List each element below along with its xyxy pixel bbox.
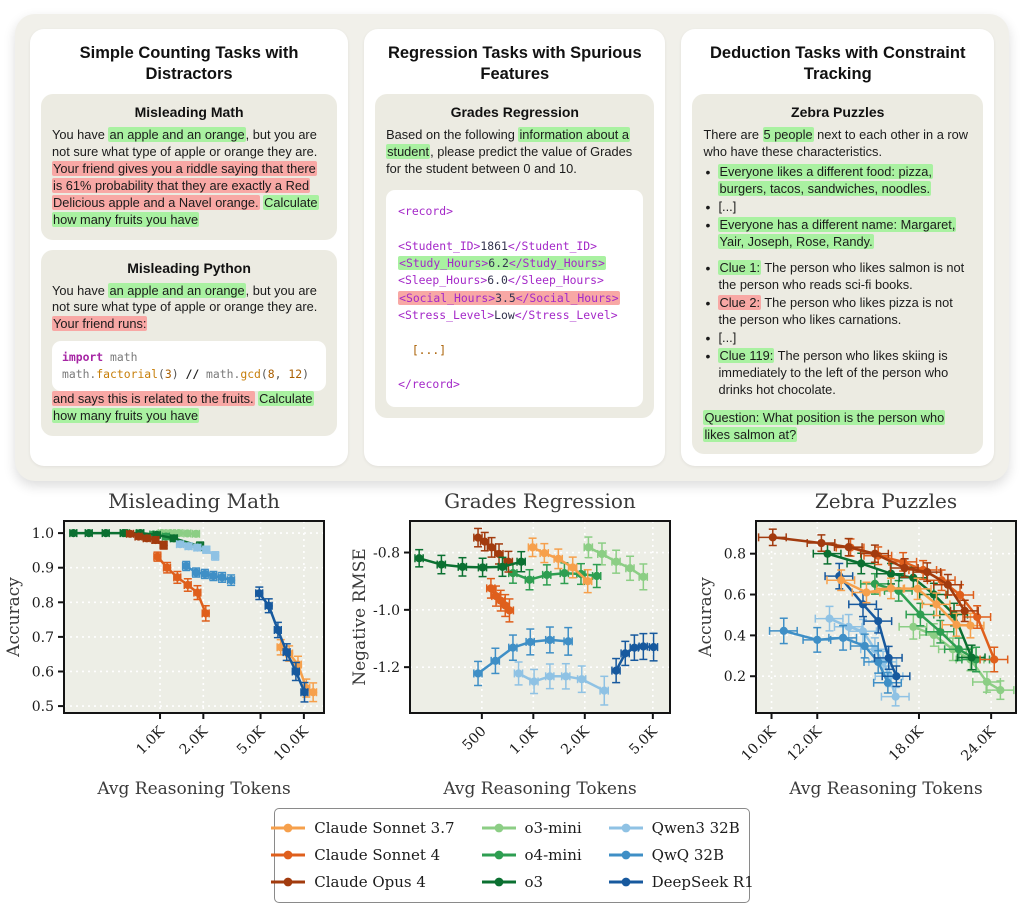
svg-text:10.0K: 10.0K	[270, 723, 312, 765]
chart-misleading-math-svg	[4, 489, 334, 801]
legend-line-marker-icon	[608, 849, 644, 861]
card-deduction-tasks	[681, 29, 994, 466]
text-segment: , please predict the value of Grades for the student between 0 and 10.	[386, 144, 633, 177]
card-regression-tasks	[364, 29, 665, 466]
text-segment: The person who likes skiing is immediately to the left of the person who drinks hot chocolate.	[718, 347, 949, 397]
highlighted-text: 5 people	[763, 127, 813, 143]
charts-row	[0, 489, 1024, 806]
legend-line-marker-icon	[270, 822, 306, 834]
legend-label: o3-mini	[524, 819, 582, 838]
text-segment: [...]	[718, 330, 737, 346]
svg-text:Zebra Puzzles: Zebra Puzzles	[814, 489, 958, 514]
svg-text:Grades Regression: Grades Regression	[444, 489, 636, 514]
zebra-question-text	[703, 410, 972, 444]
legend-label: o3	[524, 873, 544, 892]
svg-text:0.7: 0.7	[31, 630, 54, 647]
svg-text:1.0: 1.0	[31, 526, 54, 543]
svg-text:-1.0: -1.0	[373, 603, 400, 620]
code-line	[398, 359, 631, 376]
card-counting-tasks	[30, 29, 348, 466]
code-line: import math	[62, 350, 138, 365]
text-segment: , but you are not sure what type of apple or orange they are.	[52, 282, 318, 315]
highlighted-text: Everyone has a different name: Margaret, Yair, Joseph, Rose, Randy.	[719, 216, 956, 249]
subcard-title-misleading-python: Misleading Python	[127, 259, 251, 276]
legend-entry-o4mini	[481, 843, 582, 867]
code-line: <Social_Hours>3.5</Social_Hours>	[399, 290, 619, 305]
xml-record-block	[386, 190, 643, 407]
highlighted-text: Everyone likes a different food: pizza, burgers, tacos, sandwiches, noodles.	[719, 164, 932, 196]
svg-text:Negative RMSE: Negative RMSE	[350, 548, 370, 687]
svg-text:0.4: 0.4	[723, 628, 746, 645]
svg-text:1.0K: 1.0K	[133, 723, 168, 759]
code-line: <Student_ID>1861</Student_ID>	[398, 238, 597, 253]
highlighted-text: Clue 2:	[719, 295, 761, 311]
legend-column	[608, 816, 754, 894]
legend-entry-deepseek	[608, 870, 754, 894]
zebra-facts-list	[703, 164, 972, 250]
legend-line-marker-icon	[481, 822, 517, 834]
subcard-misleading-math	[41, 94, 337, 239]
svg-text:Avg Reasoning Tokens: Avg Reasoning Tokens	[789, 779, 983, 800]
legend-line-marker-icon	[270, 849, 306, 861]
code-line: <Stress_Level>Low</Stress_Level>	[398, 307, 618, 322]
svg-text:10.0K: 10.0K	[738, 723, 780, 765]
svg-text:Accuracy: Accuracy	[4, 577, 24, 658]
zebra-clues-list	[703, 260, 972, 398]
legend-line-marker-icon	[608, 822, 644, 834]
highlighted-text: information about a student	[387, 127, 629, 160]
svg-text:18.0K: 18.0K	[886, 723, 927, 765]
svg-text:0.5: 0.5	[31, 699, 54, 716]
misleading-python-text-1	[52, 283, 326, 334]
highlighted-text: an apple and an orange	[109, 127, 245, 143]
highlighted-text: Your friend runs:	[53, 316, 147, 332]
legend-entry-o3mini	[481, 816, 582, 840]
svg-text:12.0K: 12.0K	[784, 723, 826, 765]
text-segment: , but you are not sure what type of apple or orange they are.	[52, 127, 318, 160]
svg-text:5.0K: 5.0K	[626, 723, 661, 759]
text-segment: You have	[52, 282, 109, 298]
svg-text:24.0K: 24.0K	[958, 723, 999, 765]
svg-text:0.6: 0.6	[31, 664, 54, 681]
highlighted-text: an apple and an orange	[109, 282, 245, 298]
legend-line-marker-icon	[608, 876, 644, 888]
legend-label: Qwen3 32B	[651, 819, 740, 838]
highlighted-text: Calculate how many fruits you have	[53, 391, 313, 424]
chart-zebra-puzzles-svg	[696, 489, 1024, 801]
code-line: [...]	[398, 342, 447, 357]
legend-label: DeepSeek R1	[651, 873, 754, 892]
highlighted-text: and says this is related to the fruits.	[53, 391, 254, 407]
legend-label: Claude Sonnet 4	[314, 846, 441, 865]
svg-text:Avg Reasoning Tokens: Avg Reasoning Tokens	[443, 779, 637, 800]
task-cards-panel	[15, 14, 1009, 481]
text-segment: Based on the following	[386, 127, 519, 143]
highlighted-text: Your friend gives you a riddle saying that there is 61% probability that they are exactly a Red Delicious apple and a Navel orange.	[53, 161, 316, 210]
code-line: <Study_Hours>6.2</Study_Hours>	[399, 255, 605, 270]
zebra-intro-text	[703, 127, 972, 161]
code-line: </record>	[398, 377, 460, 392]
svg-text:Accuracy: Accuracy	[696, 577, 716, 658]
list-item	[703, 164, 972, 198]
chart-grades-regression	[350, 489, 680, 806]
chart-grades-regression-svg	[350, 489, 680, 801]
svg-text:-0.8: -0.8	[373, 545, 400, 562]
svg-text:0.8: 0.8	[31, 595, 54, 612]
legend-column	[481, 816, 582, 894]
list-item	[703, 260, 972, 294]
card-title-counting: Simple Counting Tasks with Distractors	[79, 44, 299, 83]
figure-root	[0, 14, 1024, 903]
card-title-deduction: Deduction Tasks with Constraint Tracking	[710, 44, 966, 83]
code-line: <record>	[398, 203, 453, 218]
subcard-misleading-python	[41, 250, 337, 437]
svg-text:5.0K: 5.0K	[233, 723, 269, 759]
highlighted-text: Clue 119:	[719, 347, 774, 363]
legend-entry-opus4	[270, 870, 454, 894]
highlighted-text: Calculate how many fruits you have	[53, 194, 318, 227]
svg-text:2.0K: 2.0K	[558, 723, 593, 759]
code-line	[398, 220, 631, 237]
legend-entry-sonnet4	[270, 843, 454, 867]
svg-text:500: 500	[459, 723, 490, 755]
legend-column	[270, 816, 454, 894]
list-item	[703, 199, 972, 216]
subcard-zebra-puzzles	[692, 94, 983, 454]
legend-line-marker-icon	[481, 849, 517, 861]
code-line: <Sleep_Hours>6.0</Sleep_Hours>	[398, 273, 604, 288]
legend-entry-sonnet37	[270, 816, 454, 840]
text-segment: [...]	[718, 198, 737, 214]
grades-regression-text	[386, 127, 643, 178]
subcard-title-zebra-puzzles: Zebra Puzzles	[791, 104, 885, 121]
svg-text:0.6: 0.6	[723, 587, 746, 604]
misleading-python-text-2	[52, 391, 326, 425]
list-item	[703, 217, 972, 251]
text-segment: next to each other in a row who have these characteristics.	[703, 127, 968, 160]
chart-zebra-puzzles	[696, 489, 1024, 806]
svg-text:2.0K: 2.0K	[176, 723, 212, 759]
text-segment: You have	[52, 127, 109, 143]
svg-text:0.9: 0.9	[31, 561, 54, 578]
legend-label: o4-mini	[524, 846, 582, 865]
text-segment: The person who likes salmon is not the person who reads sci-fi books.	[718, 260, 965, 293]
legend-line-marker-icon	[270, 876, 306, 888]
legend-entry-qwen3	[608, 816, 754, 840]
legend-label: Claude Sonnet 3.7	[314, 819, 455, 838]
chart-legend	[274, 808, 754, 903]
list-item	[703, 295, 972, 329]
list-item	[703, 330, 972, 347]
card-title-regression: Regression Tasks with Spurious Features	[387, 44, 642, 83]
svg-text:Avg Reasoning Tokens: Avg Reasoning Tokens	[97, 779, 291, 800]
code-line	[398, 324, 631, 341]
subcard-grades-regression	[375, 94, 654, 417]
legend-label: QwQ 32B	[651, 846, 724, 865]
svg-text:1.0K: 1.0K	[506, 723, 542, 759]
python-code-block	[52, 341, 326, 391]
legend-label: Claude Opus 4	[314, 873, 426, 892]
subcard-title-grades-regression: Grades Regression	[450, 104, 579, 121]
code-line: math.factorial(3) // math.gcd(8, 12)	[62, 367, 309, 382]
chart-misleading-math	[4, 489, 334, 806]
misleading-math-text	[52, 127, 326, 228]
text-segment: There are	[703, 127, 763, 143]
list-item	[703, 348, 972, 399]
text-segment: The person who likes pizza is not the person who likes carnations.	[718, 295, 953, 328]
highlighted-text: Clue 1:	[719, 260, 761, 276]
svg-text:0.2: 0.2	[723, 669, 746, 686]
svg-text:Misleading Math: Misleading Math	[108, 489, 280, 514]
svg-text:-1.2: -1.2	[373, 660, 400, 677]
subcard-title-misleading-math: Misleading Math	[134, 104, 244, 121]
legend-entry-qwq	[608, 843, 754, 867]
legend-line-marker-icon	[481, 876, 517, 888]
svg-text:0.8: 0.8	[723, 547, 746, 564]
highlighted-text: Question: What position is the person who likes salmon at?	[704, 409, 945, 442]
legend-entry-o3	[481, 870, 582, 894]
